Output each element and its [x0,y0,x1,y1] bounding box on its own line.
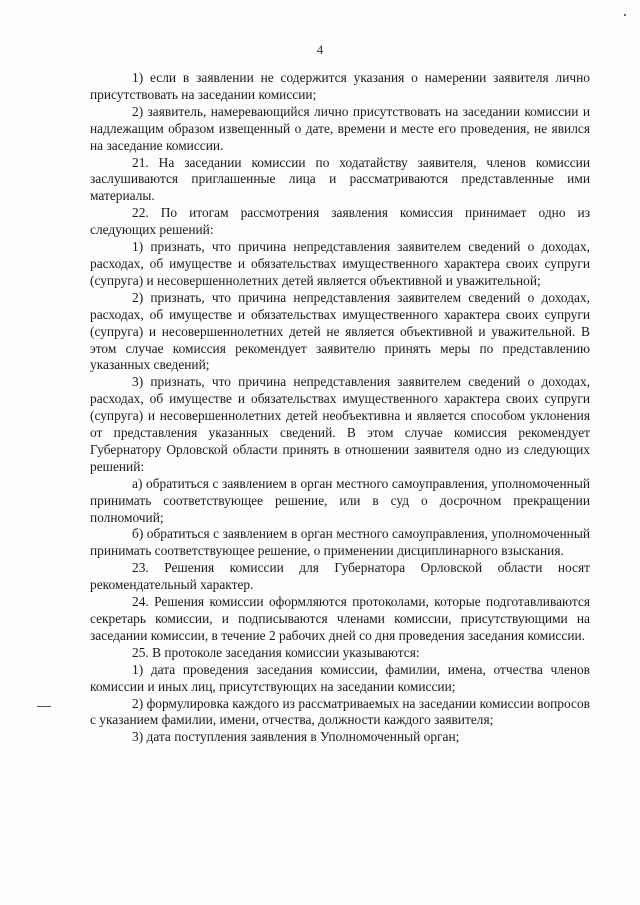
paragraph: 23. Решения комиссии для Губернатора Орловской области носят рекомендательный характер. [90,560,590,593]
paragraph: 3) признать, что причина непредставления заявителем сведений о доходах, расходах, об имуществе и обязательствах имущественного характера своих супруги (супруга) и несовершеннолетних детей необъективна и является способом уклонения от представления указанных сведений. В этом случае комиссия рекомендует Губернатору Орловской области принять в отношении заявителя одно из следующих решений: [90,374,590,474]
page-number: 4 [316,42,324,57]
paragraph: 22. По итогам рассмотрения заявления комиссия принимает одно из следующих решений: [90,205,590,238]
document-body [90,70,590,746]
paragraph: а) обратиться с заявлением в орган местного самоуправления, уполномоченный принимать соответствующее решение, или в суд о досрочном прекращении полномочий; [90,475,590,525]
paragraph: 24. Решения комиссии оформляются протоколами, которые подготавливаются секретарь комиссии, и подписываются членами комиссии, присутствующими на заседании комиссии, в течение 2 рабочих дней со дня проведения заседания комиссии. [90,594,590,643]
paragraph: б) обратиться с заявлением в орган местного самоуправления, уполномоченный принимать соответствующее решение, о применении дисциплинарного взыскания. [90,526,590,559]
paragraph: 3) дата поступления заявления в Уполномоченный орган; [132,729,460,745]
paragraph: 1) признать, что причина непредставления заявителем сведений о доходах, расходах, об имуществе и обязательствах имущественного характера своих супруги (супруга) и несовершеннолетних детей является объективной и уважительной; [90,239,590,288]
paragraph: 2) заявитель, намеревающийся лично присутствовать на заседании комиссии и надлежащим образом извещенный о дате, времени и месте его проведения, не явился на заседание комиссии. [90,103,590,153]
paragraph: 2) формулировка каждого из рассматриваемых на заседании комиссии вопросов с указанием фамилии, имени, отчества, должности каждого заявителя; [90,695,590,728]
margin-mark [37,706,51,707]
paragraph: 21. На заседании комиссии по ходатайству заявителя, членов комиссии заслушиваются приглашенные лица и рассматриваются представленные ими материалы. [90,154,590,204]
paragraph: 1) если в заявлении не содержится указания о намерении заявителя лично присутствовать на заседании комиссии; [90,70,590,102]
paragraph: 2) признать, что причина непредставления заявителем сведений о доходах, расходах, об имуществе и обязательствах имущественного характера своих супруги (супруга) и несовершеннолетних детей не является объективной и уважительной. В этом случае комиссия рекомендует заявителю принять меры по представлению указанных сведений; [90,289,590,373]
paragraph: 1) дата проведения заседания комиссии, фамилии, имена, отчества членов комиссии и иных лиц, присутствующих на заседании комиссии; [90,661,590,694]
paragraph: 25. В протоколе заседания комиссии указываются: [132,644,420,660]
scan-speck [624,14,626,16]
